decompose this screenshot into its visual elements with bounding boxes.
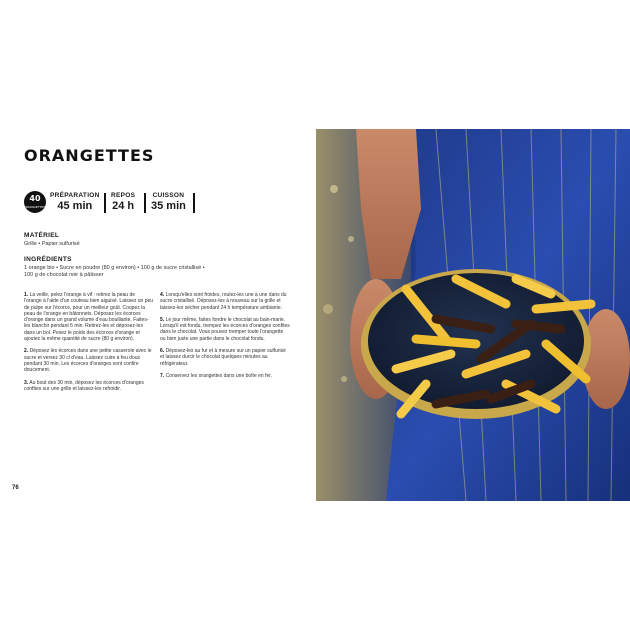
bokeh-light — [323, 304, 333, 314]
divider — [104, 193, 106, 213]
recipe-photo — [316, 129, 630, 501]
step-text: Au bout des 30 min, déposez les écorces d'oranges confites sur une grille et laissez-les refroidir. — [24, 379, 144, 392]
servings-number: 40 — [29, 194, 41, 203]
step-number: 6. — [160, 348, 165, 355]
time-label: PRÉPARATION — [50, 192, 100, 199]
time-cuisson — [151, 192, 186, 213]
step-text: Conservez les orangettes dans une boîte en fer. — [165, 372, 273, 379]
materiel-text: Grille • Papier sulfurisé — [24, 241, 80, 247]
materiel-heading: MATÉRIEL — [24, 232, 60, 239]
step-number: 4. — [160, 292, 165, 298]
bokeh-light — [341, 376, 347, 382]
ingredients-heading: INGRÉDIENTS — [24, 256, 72, 263]
step-text: La veille, pelez l'orange à vif : retirez la peau de l'orange à l'aide d'un couteau bien aiguisé. Laissez un peu de pulpe sur l'écorce, pour un meilleur goût. Coupez la peau de l'orange en bâtonnets. Déposez les écorces d'orange dans un grand volume d'eau bouillante. Faites-les blanchir pendant 5 min. Retirez-les et déposez-les dans un bol. Pesez le poids des écorces d'orange et ajoutez la même quantité de sucre (80 g environ). — [24, 292, 154, 343]
steps-column-left — [24, 292, 154, 398]
servings-badge — [24, 191, 46, 213]
divider — [193, 193, 195, 213]
step-1 — [24, 292, 154, 342]
page-number: 76 — [12, 485, 19, 491]
step-text: Lorsqu'elles sont froides, roulez-les une à une dans du sucre cristallisé. Déposez-les à nouveau sur la grille et laissez-les sécher pendant 24 h température ambiante. — [160, 292, 287, 311]
servings-label: ORANGETTES — [24, 205, 46, 209]
divider — [144, 193, 146, 213]
right-hand — [582, 309, 630, 409]
bokeh-light — [348, 236, 354, 242]
time-preparation — [50, 192, 100, 213]
ingredients-line-1: 1 orange bio • Sucre en poudre (80 g environ) • 100 g de sucre cristallisé • — [24, 265, 205, 271]
step-3 — [24, 380, 154, 393]
step-number: 7. — [160, 372, 165, 379]
step-number: 5. — [160, 316, 165, 323]
time-repos — [111, 192, 135, 213]
step-6 — [160, 348, 290, 367]
step-2 — [24, 348, 154, 373]
time-label: REPOS — [111, 192, 136, 199]
recipe-title: ORANGETTES — [24, 146, 155, 165]
step-number: 1. — [24, 292, 29, 298]
step-text: Déposez-les au fur et à mesure sur un papier sulfurisé et laissez durcir le chocolat quelques minutes au réfrigérateur. — [160, 348, 286, 367]
steps-column-right — [160, 292, 290, 385]
time-label: CUISSON — [152, 192, 185, 199]
step-number: 2. — [24, 348, 29, 355]
step-text: Le jour même, faites fondre le chocolat au bain-marie. Lorsqu'il est fondu, trempez les écorces d'oranges confites dans le chocolat. Vous pouvez tremper toute l'orangette ou bien juste une partie dans le chocolat fondu. — [160, 316, 290, 342]
time-value: 35 min — [151, 200, 186, 212]
step-4 — [160, 292, 290, 311]
step-5 — [160, 317, 290, 342]
bokeh-light — [330, 185, 338, 193]
step-7 — [160, 373, 290, 379]
time-value: 45 min — [57, 200, 93, 212]
time-value: 24 h — [112, 200, 135, 212]
step-text: Déposez les écorces dans une petite casserole avec le sucre et versez 30 cl d'eau. Laissez cuire à feu doux pendant 30 min. Les écorces d'oranges vont confire doucement. — [24, 348, 152, 374]
orangettes-photo-illustration — [316, 129, 630, 501]
step-number: 3. — [24, 379, 29, 386]
ingredients-line-2: 100 g de chocolat noir à pâtisser — [24, 272, 104, 278]
